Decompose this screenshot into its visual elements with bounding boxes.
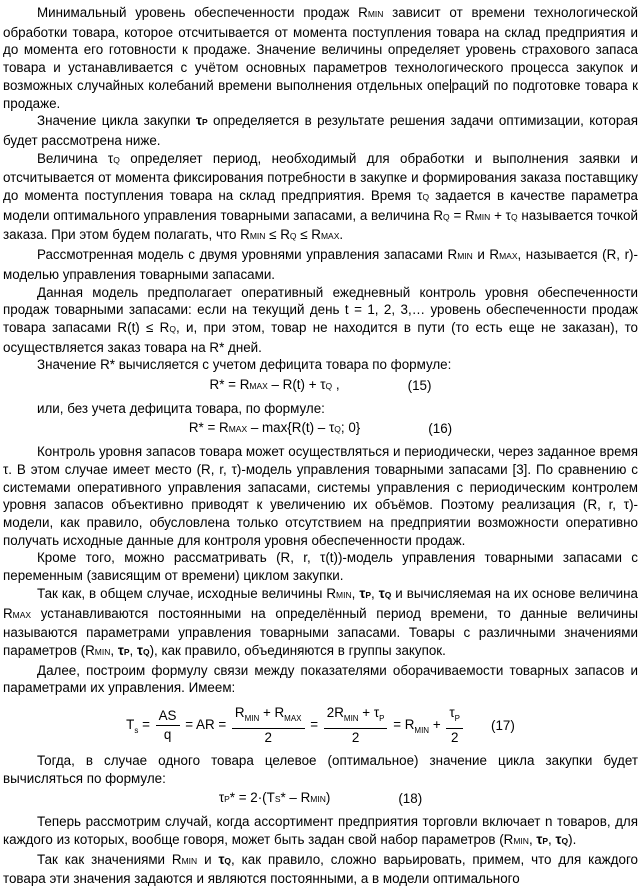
subscript: MIN (94, 646, 111, 657)
formula-18 (3, 789, 638, 809)
para-rstar-without-deficit: или, без учета дефицита товара, по формуле: (37, 400, 325, 416)
subscript: Q (142, 646, 150, 657)
subscript: P (201, 117, 208, 128)
para-purchase-cycle: Значение цикла закупки τP определяется в результате решения задачи оптимизации, которая будет рассмотрена ниже. (3, 113, 638, 148)
subscript: MIN (244, 714, 260, 724)
text-run: τ (536, 831, 543, 847)
subscript: MAX (320, 231, 340, 242)
subscript: MIN (474, 211, 491, 222)
fraction: $\frac{2R_{MIN} + \tau_P}{2}$ (324, 705, 388, 746)
text-run: τ (555, 831, 562, 847)
equation-number: (16) (428, 421, 453, 437)
text-run: τ (136, 642, 143, 658)
para-rstar-with-deficit: Значение R* вычисляется с учетом дефицита товара по формуле: (37, 357, 452, 373)
subscript: P (454, 714, 460, 724)
subscript: Q (384, 589, 392, 600)
subscript: s (134, 726, 139, 736)
text-run: τ (359, 585, 366, 601)
subscript: Q (325, 381, 333, 392)
subscript: MIN (457, 251, 473, 262)
subscript: MIN (343, 714, 359, 724)
subscript: Q (510, 211, 518, 222)
formula-16 (3, 419, 638, 439)
formula-15 (3, 376, 638, 396)
subscript: MAX (284, 714, 302, 724)
subscript: MAX (228, 424, 248, 435)
subscript: P (224, 794, 230, 805)
subscript: MAX (12, 609, 32, 620)
subscript: MIN (336, 589, 352, 600)
text-run: τ (195, 113, 202, 129)
subscript: MIN (249, 231, 266, 242)
subscript: Q (422, 192, 430, 203)
subscript: P (379, 714, 385, 724)
formula-expression: τP* = 2·(TS* – RMIN) (218, 790, 331, 806)
subscript: Q (224, 855, 232, 866)
subscript: Q (169, 323, 176, 334)
para-control-parameters: Так как, в общем случае, исходные величины RMIN, τP, τQ и вычисляемая на их основе величина RMAX устанавливаются постоянными на определённый период времени, то данные величины называются параметрами управления товарными запасами. Товары с различными значениями параметров (RMIN, τP, τQ), как правило, объединяются в группы закупок. (3, 585, 638, 658)
text-run: τ (117, 642, 124, 658)
subscript: Q (289, 231, 297, 242)
formula-expression: R* = RMAX – max{R(t) – τQ; 0} (188, 420, 361, 436)
subscript: Q (113, 154, 120, 165)
subscript: MAX (249, 381, 268, 392)
subscript: S (274, 794, 281, 805)
para-turnover-link: Далее, построим формулу связи между показателями оборачиваемости товарных запасов и параметрами их управления. Имеем: (3, 662, 638, 696)
text-run: τ (378, 585, 385, 601)
para-rmin-definition: Минимальный уровень обеспеченности продаж RMIN зависит от времени технологической обработки товара, которое отсчитывается от момента поступления товара на склад предприятия и до момента его готовности к продаже. Значение величины определяет уровень страхового запаса товара и устанавливается с учётом основных параметров технологического процесса закупок и возможных случайных колебаний времени выполнения отдельных опе раций по подготовке товара к продаже. (3, 5, 639, 111)
para-rr-model: Рассмотренная модель с двумя уровнями управления запасами RMIN и RMAX, называется (R, r)-моделью управления товарными запасами. (3, 247, 638, 282)
fraction: $\frac{AS}{q}$ (156, 708, 180, 743)
para-single-product-optimum: Тогда, в случае одного товара целевое (оптимальное) значение цикла закупки будет вычисляться по формуле: (3, 753, 638, 786)
subscript: MIN (181, 855, 198, 866)
para-periodic-control: Контроль уровня запасов товара может осуществляться и периодически, через заданное время τ. В этом случае имеет место (R, r, τ)-модель управления товарными запасами [3]. По сравнению с системами оперативного управления запасами, системы управления с периодическим контролем уровня запасов объективно приводят к увеличению их объёмов. Поэтому реализация (R, r, τ)-модели, как правило, обусловлена только отсутствием на предприятии возможности оперативно получать исходные данные для контроля уровня обеспеченности продаж. (3, 444, 638, 548)
subscript: Q (561, 835, 569, 846)
para-daily-control: Данная модель предполагает оперативный ежедневный контроль уровня обеспеченности продаж товарными запасами: если на текущий день t = 1, 2, 3,… уровень обеспеченности продаж товара запасами R(t) ≤ RQ, и, при этом, товар не находится в пути (то есть еще не заказан), то осуществляется заказ товара на R* дней. (3, 284, 639, 355)
fraction: $\frac{\tau_P}{2}$ (446, 705, 463, 746)
document-body (3, 4, 638, 888)
subscript: MAX (499, 251, 518, 262)
para-fixed-values: Так как значениями RMIN и τQ, как правило, сложно варьировать, примем, что для каждого товара эти значения задаются и являются постоянными, а в модели оптимального (3, 851, 638, 887)
subscript: MIN (367, 9, 384, 19)
subscript: P (365, 589, 371, 600)
formula-17 (3, 705, 638, 746)
equation-number: (15) (407, 378, 432, 394)
subscript: MIN (513, 835, 529, 846)
para-rrt-model: Кроме того, можно рассматривать (R, r, τ(t))-модель управления товарными запасами с переменным (зависящим от времени) циклом закупки. (3, 550, 638, 584)
subscript: MIN (414, 726, 430, 736)
subscript: Q (334, 424, 341, 435)
subscript: P (542, 835, 549, 846)
formula-expression: R* = RMAX – R(t) + τQ , (209, 377, 340, 393)
text-run: τ (218, 851, 225, 867)
equation-number: (17) (491, 717, 515, 733)
para-n-products: Теперь рассмотрим случай, когда ассортимент предприятия торговли включает n товаров, для каждого из которых, вообще говоря, может быть задан свой набор параметров (RMIN, τP, τQ). (3, 814, 638, 847)
text-caret (450, 79, 451, 93)
formula-expression: $T_s$ = $\frac{AS}{q}$ = AR = $\frac{R_{MIN} + R_{MAX}}{2}$ = $\frac{2R_{MIN} + \tau_P}{2}$ = $R_{MIN}$ + $\frac{\tau_P}{2}$ (126, 705, 465, 746)
fraction: $\frac{R_{MIN} + R_{MAX}}{2}$ (232, 705, 305, 746)
equation-number: (18) (398, 791, 423, 807)
subscript: P (123, 646, 130, 657)
subscript: MIN (310, 794, 326, 805)
subscript: Q (443, 211, 450, 222)
para-tq-definition: Величина τQ определяет период, необходимый для обработки и выполнения заявки и отсчитывается от момента фиксирования потребности в закупке и формирования заказа поставщику до момента поступления товара на склад предприятия. Время τQ задается в качестве параметра модели оптимального управления товарными запасами, а величина RQ = RMIN + τQ называется точкой заказа. При этом будем полагать, что RMIN ≤ RQ ≤ RMAX. (3, 150, 639, 243)
